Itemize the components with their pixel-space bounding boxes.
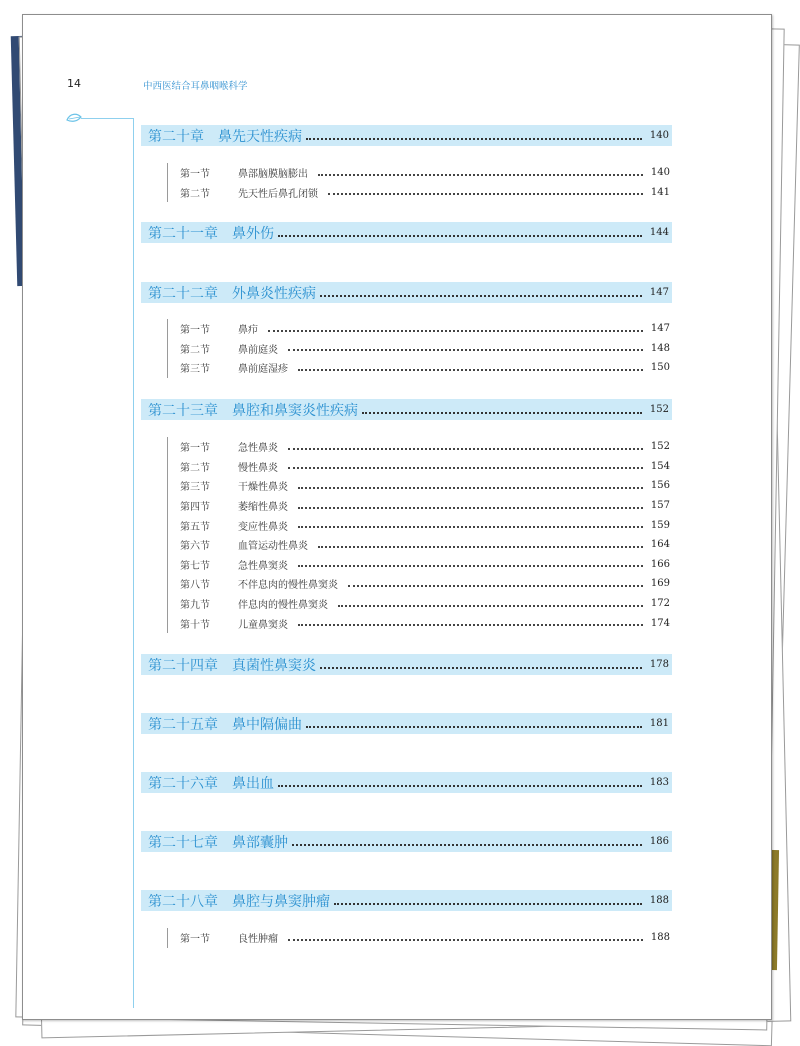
dot-leader <box>288 939 643 941</box>
section-title: 鼻部脑膜脑膨出 <box>238 169 308 181</box>
section-title: 儿童鼻窦炎 <box>238 619 288 631</box>
section-page-number: 159 <box>650 519 670 531</box>
section-page-number: 174 <box>650 617 670 629</box>
chapter-page-number: 181 <box>649 718 669 729</box>
section-page-number: 157 <box>650 500 670 512</box>
chapter-page-number: 183 <box>649 777 669 788</box>
section-title: 先天性后鼻孔闭锁 <box>238 188 318 200</box>
running-header-title: 中西医结合耳鼻咽喉科学 <box>143 81 248 92</box>
section-entry[interactable] <box>168 339 673 359</box>
section-entry[interactable] <box>168 319 673 339</box>
dot-leader <box>288 448 643 450</box>
section-entry[interactable] <box>168 476 673 496</box>
chapter-entry[interactable] <box>141 772 672 793</box>
chapter-title: 鼻腔和鼻窦炎性疾病 <box>232 402 358 419</box>
section-entry[interactable] <box>168 594 673 614</box>
dot-leader <box>298 526 643 528</box>
section-title: 慢性鼻炎 <box>238 462 278 474</box>
section-page-number: 156 <box>650 480 670 492</box>
chapter-page-number: 186 <box>649 836 669 847</box>
section-entry[interactable] <box>168 515 673 535</box>
section-number: 第三节 <box>180 364 210 376</box>
dot-leader <box>318 174 643 176</box>
chapter-page-number: 147 <box>649 287 669 298</box>
dot-leader <box>306 138 642 140</box>
decorative-rule <box>133 118 134 1008</box>
chapter-number: 第二十五章 <box>148 716 218 733</box>
chapter-number: 第二十一章 <box>148 225 218 242</box>
section-title: 变应性鼻炎 <box>238 521 288 533</box>
section-page-number: 164 <box>650 539 670 551</box>
section-number: 第十节 <box>180 619 210 631</box>
section-entry[interactable] <box>168 437 673 457</box>
chapter-number: 第二十章 <box>148 128 204 145</box>
section-list <box>167 319 673 378</box>
section-number: 第九节 <box>180 600 210 612</box>
section-number: 第八节 <box>180 580 210 592</box>
chapter-entry[interactable] <box>141 713 672 734</box>
chapter-number: 第二十六章 <box>148 775 218 792</box>
chapter-title: 鼻出血 <box>232 775 274 792</box>
section-number: 第一节 <box>180 934 210 946</box>
section-list <box>167 437 673 633</box>
chapter-page-number: 144 <box>649 227 669 238</box>
section-number: 第二节 <box>180 188 210 200</box>
dot-leader <box>320 295 642 297</box>
section-entry[interactable] <box>168 613 673 633</box>
chapter-number: 第二十七章 <box>148 834 218 851</box>
dot-leader <box>288 349 643 351</box>
dot-leader <box>298 507 643 509</box>
section-list <box>167 163 673 202</box>
dot-leader <box>298 565 643 567</box>
section-number: 第一节 <box>180 443 210 455</box>
section-number: 第五节 <box>180 521 210 533</box>
section-entry[interactable] <box>168 183 673 203</box>
section-page-number: 166 <box>650 558 670 570</box>
section-page-number: 140 <box>650 167 670 179</box>
dot-leader <box>348 585 643 587</box>
section-page-number: 150 <box>650 362 670 374</box>
chapter-title: 鼻先天性疾病 <box>218 128 302 145</box>
section-list <box>167 928 673 948</box>
chapter-entry[interactable] <box>141 831 672 852</box>
section-title: 鼻前庭炎 <box>238 344 278 356</box>
section-entry[interactable] <box>168 928 673 948</box>
section-number: 第一节 <box>180 325 210 337</box>
chapter-title: 外鼻炎性疾病 <box>232 285 316 302</box>
toc-page <box>22 14 772 1020</box>
section-number: 第二节 <box>180 462 210 474</box>
dot-leader <box>320 667 642 669</box>
dot-leader <box>278 785 642 787</box>
section-number: 第二节 <box>180 344 210 356</box>
chapter-page-number: 152 <box>649 404 669 415</box>
section-title: 鼻前庭湿疹 <box>238 364 288 376</box>
chapter-entry[interactable] <box>141 282 672 303</box>
dot-leader <box>306 726 642 728</box>
section-page-number: 188 <box>650 932 670 944</box>
section-title: 急性鼻炎 <box>238 443 278 455</box>
section-entry[interactable] <box>168 358 673 378</box>
chapter-title: 鼻中隔偏曲 <box>232 716 302 733</box>
chapter-title: 鼻外伤 <box>232 225 274 242</box>
section-title: 干燥性鼻炎 <box>238 482 288 494</box>
section-number: 第七节 <box>180 560 210 572</box>
section-page-number: 152 <box>650 441 670 453</box>
dot-leader <box>268 330 643 332</box>
chapter-number: 第二十八章 <box>148 893 218 910</box>
section-entry[interactable] <box>168 496 673 516</box>
section-title: 急性鼻窦炎 <box>238 560 288 572</box>
section-number: 第三节 <box>180 482 210 494</box>
section-title: 萎缩性鼻炎 <box>238 502 288 514</box>
chapter-page-number: 178 <box>649 659 669 670</box>
section-entry[interactable] <box>168 555 673 575</box>
section-entry[interactable] <box>168 163 673 183</box>
section-page-number: 154 <box>650 460 670 472</box>
dot-leader <box>278 235 642 237</box>
section-number: 第一节 <box>180 169 210 181</box>
section-page-number: 147 <box>650 323 670 335</box>
chapter-entry[interactable] <box>141 222 672 243</box>
section-title: 不伴息肉的慢性鼻窦炎 <box>238 580 338 592</box>
dot-leader <box>292 844 642 846</box>
section-entry[interactable] <box>168 457 673 477</box>
dot-leader <box>298 624 643 626</box>
dot-leader <box>328 193 643 195</box>
chapter-entry[interactable] <box>141 399 672 420</box>
section-number: 第六节 <box>180 541 210 553</box>
section-page-number: 148 <box>650 342 670 354</box>
chapter-number: 第二十二章 <box>148 285 218 302</box>
dot-leader <box>362 412 642 414</box>
section-number: 第四节 <box>180 502 210 514</box>
section-title: 良性肿瘤 <box>238 934 278 946</box>
page-number: 14 <box>67 77 81 90</box>
chapter-entry[interactable] <box>141 125 672 146</box>
section-page-number: 141 <box>650 186 670 198</box>
dot-leader <box>334 903 642 905</box>
chapter-entry[interactable] <box>141 890 672 911</box>
decorative-rule <box>81 118 133 119</box>
section-page-number: 169 <box>650 578 670 590</box>
chapter-title: 鼻部囊肿 <box>232 834 288 851</box>
section-entry[interactable] <box>168 535 673 555</box>
section-entry[interactable] <box>168 574 673 594</box>
chapter-entry[interactable] <box>141 654 672 675</box>
dot-leader <box>298 487 643 489</box>
chapter-title: 真菌性鼻窦炎 <box>232 657 316 674</box>
dot-leader <box>298 369 643 371</box>
chapter-number: 第二十三章 <box>148 402 218 419</box>
section-title: 鼻疖 <box>238 325 258 337</box>
section-page-number: 172 <box>650 598 670 610</box>
chapter-page-number: 140 <box>649 130 669 141</box>
dot-leader <box>318 546 643 548</box>
chapter-number: 第二十四章 <box>148 657 218 674</box>
section-title: 血管运动性鼻炎 <box>238 541 308 553</box>
dot-leader <box>338 605 643 607</box>
chapter-page-number: 188 <box>649 895 669 906</box>
dot-leader <box>288 467 643 469</box>
chapter-title: 鼻腔与鼻窦肿瘤 <box>232 893 330 910</box>
section-title: 伴息肉的慢性鼻窦炎 <box>238 600 328 612</box>
